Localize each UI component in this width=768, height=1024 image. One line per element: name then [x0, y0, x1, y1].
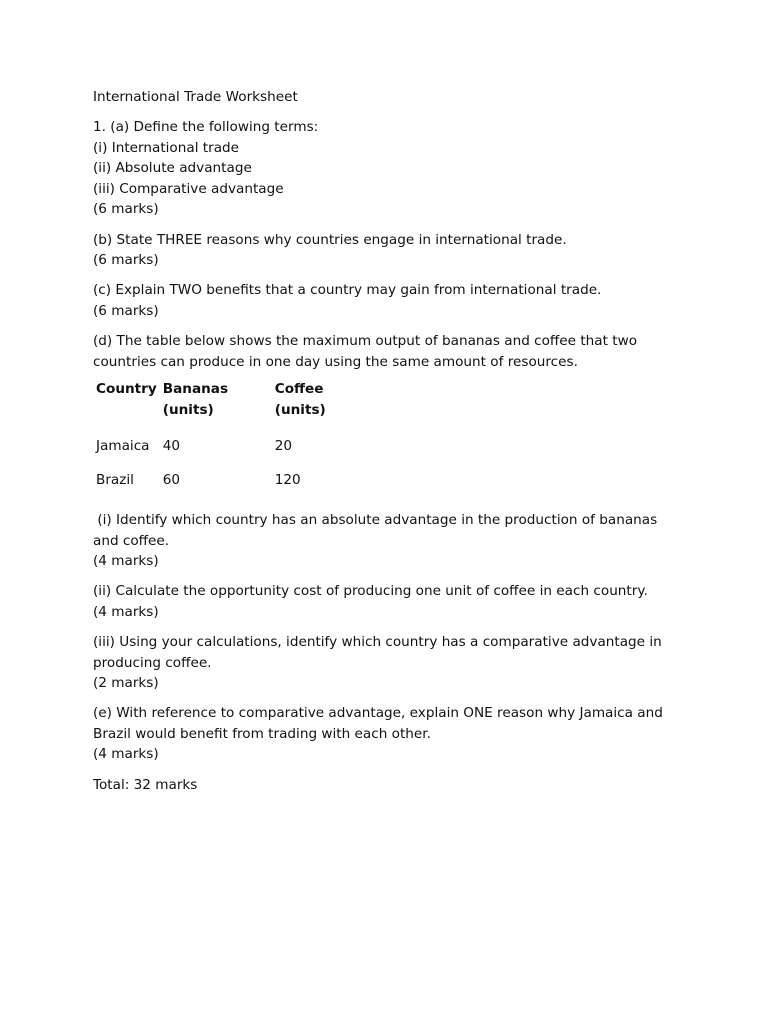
- table-header-coffee: Coffee (units): [274, 381, 326, 418]
- question-1d-ii: [93, 581, 683, 622]
- marks-label: (4 marks): [93, 603, 159, 620]
- term-item: (i) International trade: [93, 139, 240, 156]
- term-item: (iii) Comparative advantage: [93, 180, 284, 197]
- question-1d-i-prompt: [93, 510, 683, 551]
- table-header-bananas: Bananas (units): [162, 381, 229, 418]
- question-1d-iii-prompt: (iii) Using your calculations, identify which country has a comparative advantage in producing coffee.: [93, 633, 662, 671]
- marks-label: (6 marks): [93, 201, 159, 218]
- question-1a: [93, 117, 683, 220]
- table-row: [93, 433, 378, 467]
- table-cell-bananas: 40: [162, 438, 181, 455]
- question-1e-prompt: (e) With reference to comparative advantage, explain ONE reason why Jamaica and Brazil would benefit from trading with each other.: [93, 705, 663, 742]
- table-cell-bananas: 60: [162, 471, 181, 488]
- question-1c-prompt: (c) Explain TWO benefits that a country may gain from international trade.: [93, 282, 602, 299]
- table-cell-country: Brazil: [96, 471, 134, 488]
- worksheet-page: [93, 87, 683, 805]
- total-marks: Total: 32 marks: [93, 776, 198, 793]
- output-table: [93, 376, 378, 500]
- question-1d-i: [93, 510, 683, 572]
- question-1b: [93, 230, 683, 271]
- table-cell-country: Jamaica: [96, 438, 150, 455]
- table-header-row: [93, 376, 378, 433]
- question-1d-prompt: (d) The table below shows the maximum output of bananas and coffee that two countries can produce in one day using the same amount of resources.: [93, 332, 638, 370]
- question-1c: [93, 280, 683, 321]
- marks-label: (6 marks): [93, 252, 159, 269]
- question-1e: [93, 703, 683, 765]
- marks-label: (4 marks): [93, 746, 159, 763]
- question-1d-ii-prompt: (ii) Calculate the opportunity cost of producing one unit of coffee in each country.: [93, 583, 648, 600]
- marks-label: (2 marks): [93, 675, 159, 692]
- question-1b-prompt: (b) State THREE reasons why countries engage in international trade.: [93, 231, 567, 248]
- marks-label: (4 marks): [93, 553, 159, 570]
- table-cell-coffee: 120: [274, 471, 301, 488]
- marks-label: (6 marks): [93, 302, 159, 319]
- term-item: (ii) Absolute advantage: [93, 160, 252, 177]
- worksheet-title: International Trade Worksheet: [93, 89, 298, 105]
- table-header-country: Country: [96, 381, 157, 398]
- table-row: [93, 467, 378, 501]
- table-cell-coffee: 20: [274, 438, 293, 455]
- question-1d: [93, 331, 683, 501]
- question-1a-prompt: 1. (a) Define the following terms:: [93, 119, 319, 136]
- question-1d-iii: [93, 632, 683, 694]
- question-1d-i-text: (i) Identify which country has an absolute advantage in the production of bananas and coffee.: [93, 512, 658, 549]
